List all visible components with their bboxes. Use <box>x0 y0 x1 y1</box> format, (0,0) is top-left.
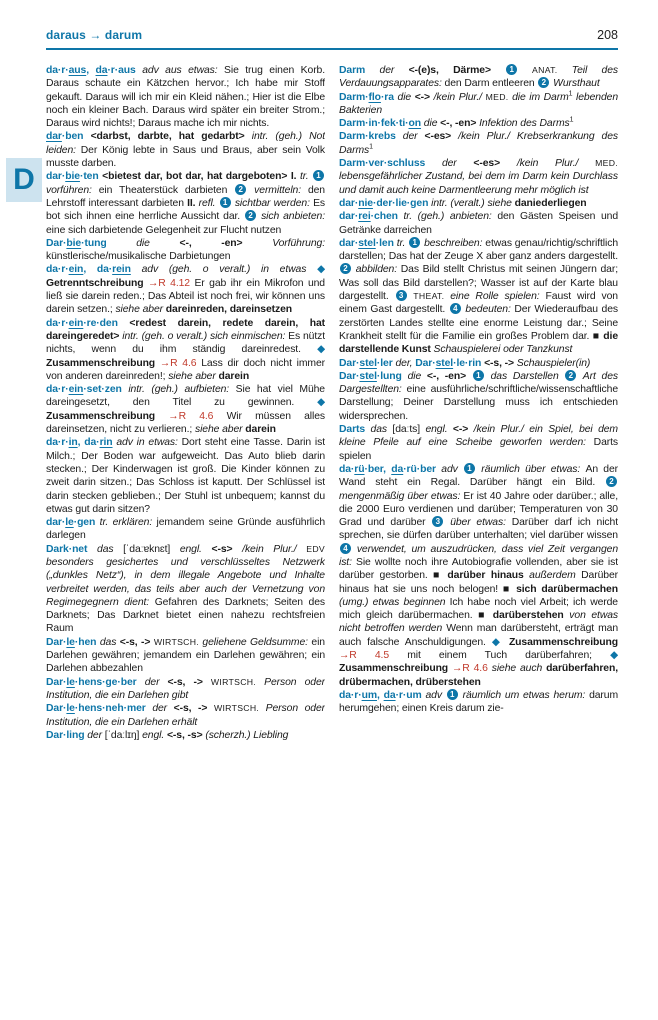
idiom-marker-icon: ■ <box>433 570 448 582</box>
dictionary-entry <box>339 117 618 130</box>
example-text: den Lehrstoff interessant darbieten <box>46 184 325 209</box>
example-text: Der König lebte in Saus und Braus, aber sein Volk musste darben. <box>46 144 325 170</box>
sense-number: 2 <box>245 210 256 221</box>
example-text: Wenn man darübersteht, erträgt man auch falsche Anschuldigungen. <box>339 623 618 648</box>
diamond-icon: ◆ <box>317 264 325 276</box>
italic-text: siehe auch <box>491 663 547 675</box>
headword-stressed: le <box>66 636 75 648</box>
headword: ·le·rin <box>453 357 482 369</box>
page-header <box>46 28 618 50</box>
italic-text: tr. <box>296 171 313 183</box>
headword: Dark·net <box>46 543 88 555</box>
headword: ·r·aus <box>107 65 136 76</box>
superscript-index: 1 <box>568 90 573 98</box>
italic-text: sich anbieten: <box>257 211 325 223</box>
bold-text: <darbst, darbte, hat gedarbt> <box>83 131 252 143</box>
bold-text: dareinreden, dareinsetzen <box>165 304 293 316</box>
subject-label: MED. <box>595 158 618 169</box>
dictionary-entry <box>339 210 618 237</box>
dictionary-entry <box>339 157 618 197</box>
bold-text: <-, -en> <box>179 237 273 249</box>
bold-text: <redest darein, redete darein, hat dareingeredet> <box>46 317 325 342</box>
dictionary-entry <box>46 676 325 703</box>
italic-text: intr. (veralt.) siehe <box>428 197 515 209</box>
sense-number: 1 <box>473 370 484 381</box>
italic-text: intr. (geh. o veralt.) sich einmischen: <box>122 330 289 342</box>
subject-label: WIRTSCH. <box>153 636 203 647</box>
headword-stressed: in <box>68 437 78 449</box>
italic-text: Wursthaut <box>550 78 600 90</box>
subject-label: WIRTSCH. <box>210 676 265 687</box>
headword: Dar· <box>46 636 67 648</box>
bold-text: <-> <box>452 424 474 436</box>
example-text: den Darm entleeren <box>444 78 538 90</box>
rule-reference: →R 4.12 <box>147 277 195 289</box>
sense-number: 2 <box>606 476 617 487</box>
headword: ·ra <box>380 91 394 103</box>
headword: ·ler <box>376 357 393 369</box>
diamond-icon: ◆ <box>491 636 509 648</box>
italic-text: der <box>136 676 168 688</box>
headword: ·r·um <box>395 689 422 701</box>
example-text: Darüber darf ich nicht sprechen, sie dürfen darüber unterhalten; viel darüber wissen <box>339 517 618 542</box>
headword: Dar· <box>46 676 67 688</box>
headword-stressed: dar <box>46 131 62 143</box>
page-number: 208 <box>597 28 618 42</box>
bold-text: <-es> <box>473 158 517 170</box>
italic-text: geliehene Geldsumme: <box>202 636 312 648</box>
example-text: Wir müssen alles dareinsetzen, nicht zu verlieren.; <box>46 410 325 436</box>
dictionary-entry <box>46 263 325 316</box>
headword: Dar· <box>339 357 360 369</box>
headword: Dar·ling <box>46 729 85 741</box>
italic-text: siehe aber <box>168 370 219 382</box>
dictionary-entry <box>46 237 325 264</box>
bold-text: Getrenntschreibung <box>46 277 148 289</box>
italic-text: tr. <box>393 237 409 249</box>
bold-text: <-, -en> <box>426 370 472 382</box>
italic-text: Teil des Verdauungsapparates: <box>339 65 618 90</box>
headword: da·r· <box>46 264 69 276</box>
italic-text: lebensgefährlicher Zustand, bei dem im Darm kein Durchlass und damit auch keine Darmentleerung mehr möglich ist <box>339 171 618 196</box>
headword-stressed: rei <box>358 211 371 223</box>
italic-text: vorführen: <box>46 184 99 196</box>
italic-text: räumlich um etwas herum: <box>458 689 590 701</box>
rule-reference: →R 4.6 <box>452 663 492 675</box>
headword-stressed: rin <box>99 437 113 449</box>
italic-text: räumlich über etwas: <box>476 463 586 475</box>
italic-text: der, <box>392 357 416 369</box>
bold-text: Zusammenschreibung <box>46 410 169 422</box>
dictionary-entry <box>46 436 325 516</box>
italic-text: die <box>393 91 415 103</box>
column-right <box>339 64 618 1016</box>
example-text: [daːts] <box>392 424 426 436</box>
italic-text: der <box>365 65 409 76</box>
bold-text: <bietest dar, bot dar, hat dargeboten> <box>98 171 291 183</box>
idiom-marker-icon: ■ <box>478 610 493 622</box>
headword: Darm·ver·schluss <box>339 158 426 170</box>
column-left <box>46 64 325 1016</box>
bold-text: <-> <box>414 91 434 103</box>
example-text: Gefahren des Darknets; Seiten des Darknets; Das Darknet bietet einen nahezu rechtsfreien Raum <box>46 596 325 635</box>
headword-stressed: ein <box>68 384 84 396</box>
italic-text: adv in etwas: <box>112 437 182 449</box>
bold-text: darüber hinaus <box>447 570 530 582</box>
sense-number: 1 <box>506 64 517 75</box>
dictionary-entry <box>46 317 325 383</box>
italic-text: /kein Plur./ Krebserkrankung des Darms <box>339 131 618 156</box>
example-text: Sie wollte noch ihre Autobiografie vollenden, aber sie ist darüber gestorben. <box>339 556 618 582</box>
example-text: Sie hat viel Mühe dareingesetzt, den Titel zu gewinnen. <box>46 384 325 409</box>
italic-text: außerdem <box>529 570 582 582</box>
example-text: Sie trug einen Korb. Daraus schaute ein Kätzchen hervor.; Ich habe mir Stoff gekauft. Daraus will ich mir ein Kleid nähen.; Hier ist die Elbe noch ein kleiner Bach. Daraus wird später ein breiter Strom.; Daraus wird nichts!; Daraus mache ich mir nichts. <box>46 65 325 130</box>
headword: da·r· <box>46 65 69 76</box>
italic-text: siehe aber <box>115 304 166 316</box>
bold-text: darein <box>245 424 276 436</box>
sense-number: 4 <box>450 303 461 314</box>
headword-stressed: bie <box>65 171 80 183</box>
headword: Darm· <box>339 91 369 103</box>
italic-text: /kein Plur./ ein Spiel, bei dem kleine Pfeile auf eine Scheibe geworfen werden: <box>339 424 618 449</box>
italic-text: der <box>145 703 174 715</box>
headword: ·rü·ber <box>403 463 436 475</box>
headword: dar· <box>46 517 66 529</box>
headword-stressed: on <box>408 118 422 130</box>
headword-stressed: le <box>65 517 74 529</box>
bold-text: die darstellende Kunst <box>339 330 618 356</box>
headword: dar· <box>339 237 359 249</box>
sense-number: 4 <box>340 543 351 554</box>
headword: Darm·in·fek·ti· <box>339 118 409 130</box>
headword: Dar· <box>339 370 360 382</box>
italic-text: Schauspielerei oder Tanzkunst <box>433 344 573 356</box>
sense-number: 2 <box>538 77 549 88</box>
example-text: den Gästen Speisen und Getränke darreichen <box>339 211 618 236</box>
dictionary-entry <box>339 130 618 157</box>
headword-stressed: da <box>95 65 108 76</box>
example-text: darum herumgehen; einen Kreis darum zie- <box>339 689 618 715</box>
italic-text: (umg.) etwas beginnen <box>339 596 450 608</box>
bold-text: <-s, -> <box>167 676 211 688</box>
dictionary-entry <box>46 543 325 636</box>
headword-stressed: da <box>391 463 404 475</box>
italic-text: tr. erklären: <box>95 517 157 529</box>
example-text: Er gab ihr ein Mikrofon und ließ sie darein reden.; Das Abteil ist noch frei, wir können uns darein setzen.; <box>46 277 325 316</box>
example-text: An der Wand steht ein Regal. Darüber hängt ein Bild. <box>339 463 618 489</box>
headword: da·r· <box>46 317 69 329</box>
example-text: ein Theaterstück darbieten <box>98 184 235 196</box>
headword: , da· <box>77 437 100 449</box>
headword: ·re·den <box>83 317 118 329</box>
headword-stressed: stel <box>359 370 377 382</box>
sense-number: 1 <box>313 170 324 181</box>
headword: Dar· <box>46 703 67 715</box>
italic-text: lebenden Bakterien <box>339 91 618 116</box>
italic-text: /kein Plur./ <box>242 543 307 555</box>
headword: ·chen <box>370 211 398 223</box>
dictionary-entry <box>339 689 618 716</box>
bold-text: <-s, -> <box>119 636 154 648</box>
headword: ·lung <box>376 370 402 382</box>
rule-reference: →R 4.6 <box>168 410 227 422</box>
subject-label: ANAT. <box>518 65 572 75</box>
superscript-index: 1 <box>569 116 574 124</box>
example-text: künstlerische/musikalische Darbietungen <box>46 251 231 263</box>
example-text: Es bot sich ihnen eine herrliche Aussicht dar. <box>46 197 325 223</box>
italic-text: adv aus etwas: <box>135 65 225 76</box>
example-text: mit einem Tuch darüberfahren; <box>407 650 611 662</box>
bold-text: Zusammenschreibung <box>46 357 160 369</box>
headword: da·r· <box>46 437 69 449</box>
dictionary-entry <box>339 237 618 357</box>
dictionary-entry <box>46 636 325 676</box>
italic-text: refl. <box>195 197 219 209</box>
bold-text: daniederliegen <box>514 197 587 209</box>
bold-text: Zusammenschreibung <box>339 663 452 675</box>
italic-text: intr. (geh.) Not leiden: <box>46 131 325 156</box>
dictionary-entry <box>46 170 325 236</box>
italic-text: Schauspieler(in) <box>516 357 591 369</box>
italic-text: verwendet, um auszudrücken, dass viel Zeit vergangen ist: <box>339 543 618 568</box>
headword-stressed: rü <box>354 463 365 475</box>
subject-label: WIRTSCH. <box>213 703 266 714</box>
bold-text: I. <box>290 171 297 183</box>
subject-label: THEAT. <box>407 291 451 302</box>
example-text: etwas genau/richtig/schriftlich darstellen; Das hat der Zeuge X aber ganz anders dargestellt. <box>339 237 618 263</box>
italic-text: der <box>425 158 474 170</box>
headword: , da· <box>83 264 113 276</box>
dictionary-entry <box>339 370 618 423</box>
italic-text: Art des Dargestellten: <box>339 370 618 396</box>
headword: ·tung <box>81 237 107 249</box>
idiom-marker-icon: ■ <box>502 583 517 595</box>
diamond-icon: ◆ <box>317 397 325 409</box>
italic-text: /kein Plur./ <box>433 91 486 103</box>
bold-text: darüberfahren, drübermachen, drüberstehen <box>339 663 618 688</box>
headword-stressed: le <box>66 703 75 715</box>
headword: ·hen <box>74 636 97 648</box>
example-text: [ˈdaːɐknɛt] <box>123 543 180 555</box>
headword-stressed: stel <box>358 237 376 249</box>
headword: da·r· <box>339 689 362 701</box>
example-text: Ich habe noch viel Arbeit; ich werde mich gleich darübermachen. <box>339 596 618 622</box>
dictionary-entry <box>46 516 325 543</box>
headword-stressed: da <box>383 689 396 701</box>
italic-text: adv (geh. o veralt.) in etwas <box>130 264 318 276</box>
bold-text: II. <box>187 197 196 209</box>
bold-text: <-(e)s, Därme> <box>408 65 506 76</box>
headword-stressed: flo <box>368 91 381 103</box>
italic-text: abbilden: <box>352 264 401 276</box>
italic-text: intr. (geh.) aufbieten: <box>121 384 236 396</box>
rule-reference: →R 4.6 <box>159 357 202 369</box>
headword: ·hens·neh·mer <box>74 703 146 715</box>
italic-text: engl. <box>142 729 167 741</box>
example-text: Dort steht eine Tasse. Darin ist Milch.; Der Boden war aufgeweicht. Das Auto blieb darin stecken.; Der Kinderwagen ist groß. Die Kinder können zu zweit darin sitzen.; Das Schloss ist kaputt. Der Schlüssel ist darin stecken geblieben.; Der Stuhl ist unbequem; kannst du etwas gut darin sitzen? <box>46 437 325 515</box>
italic-text: von etwas nicht betroffen werden <box>339 610 618 635</box>
sense-number: 3 <box>396 290 407 301</box>
headword: dar· <box>339 211 359 223</box>
headword: da· <box>339 463 355 475</box>
example-text: Er ist 40 Jahre oder darüber.; alle, die 2000 Euro verdienen und darüber; Temperaturen von 30 Grad und darüber <box>339 490 618 529</box>
example-text: Faust wird von einem Gast dargestellt. <box>339 291 618 316</box>
headword-stressed: stel <box>359 357 377 369</box>
superscript-index: 1 <box>369 143 373 151</box>
italic-text: das <box>87 543 124 555</box>
dictionary-entry <box>339 463 618 689</box>
dictionary-entry <box>339 423 618 463</box>
headword-stressed: le <box>66 676 75 688</box>
italic-text: das <box>365 424 393 436</box>
italic-text: Infektion des Darms <box>479 118 570 130</box>
italic-text: die im Darm <box>512 91 569 103</box>
bold-text: <-s, -> <box>481 357 517 369</box>
sense-number: 3 <box>432 516 443 527</box>
example-text: Es nützt nichts, wenn du ihm ständig dareinredest. <box>46 330 325 356</box>
example-text: Darüber hinaus hat sie uns noch belogen! <box>339 570 618 595</box>
headword: , <box>86 65 96 76</box>
italic-text: engl. <box>179 543 212 555</box>
sense-number: 2 <box>565 370 576 381</box>
italic-text: das <box>96 636 120 648</box>
headword: Darts <box>339 424 366 436</box>
dictionary-entry <box>339 91 618 118</box>
headword-stressed: bie <box>66 237 82 249</box>
example-text: Der Wiederaufbau des zerstörten Landes stellte eine enorme Leistung dar.; Seine Krankheit stellt für die Familie ein großes Problem dar. <box>339 304 618 342</box>
headword: Darm·krebs <box>339 131 396 143</box>
headword: ·ber, <box>364 463 392 475</box>
headword-stressed: stel <box>435 357 454 369</box>
italic-text: siehe aber <box>194 424 246 436</box>
italic-text: Vorführung: <box>272 237 325 249</box>
headword-stressed: ein <box>68 317 84 329</box>
bold-text: darüberstehen <box>492 610 570 622</box>
italic-text: besonders gesichertes und verschlüsseltes Netzwerk („dunkles Netz“), in dem illegale Angebote und Inhalte verbreitet werden, das teils aber auch der Vernetzung von Regimegegnern dient: <box>46 556 325 608</box>
example-text: Lass dir doch nicht immer von anderen dareinreden!; <box>46 357 325 382</box>
sense-number: 1 <box>447 689 458 700</box>
headword: ·set·zen <box>83 384 122 396</box>
dictionary-entry <box>339 197 618 210</box>
italic-text: adv <box>435 463 464 475</box>
headword: dar· <box>339 197 359 209</box>
headword: , <box>376 689 384 701</box>
italic-text: Person oder Institution, die ein Darlehen erhält <box>46 703 325 728</box>
headword: da·r· <box>46 384 69 396</box>
dictionary-entry <box>339 357 618 370</box>
headword: ·gen <box>73 517 96 529</box>
dictionary-entry <box>339 64 618 91</box>
diamond-icon: ◆ <box>610 650 618 662</box>
idiom-marker-icon: ■ <box>592 330 604 342</box>
sense-number: 2 <box>340 263 351 274</box>
example-text: Das Bild stellt Christus mit seinen Jüngern dar; Was soll das Bild darstellen?; Wasser ist auf der Karte blau dargestellt. <box>339 264 618 303</box>
example-text: eine ausführliche/schriftliche/wissenschaftliche Darstellung; Deiner Darstellung muss ich entschieden widersprechen. <box>339 384 618 422</box>
headword: Darm <box>339 65 366 76</box>
bold-text: <-es> <box>424 131 459 143</box>
diamond-icon: ◆ <box>317 344 325 356</box>
dictionary-entry <box>46 64 325 130</box>
headword-stressed: ein <box>68 264 84 276</box>
sense-number: 2 <box>235 184 246 195</box>
example-text: [ˈdaːlɪŋ] <box>104 729 143 741</box>
sense-number: 1 <box>464 463 475 474</box>
headword-stressed: aus <box>68 65 87 76</box>
subject-label: MED. <box>485 91 513 102</box>
headword: ·len <box>375 237 394 249</box>
example-text: eine sich darbietende Gelegenheit zur Flucht nutzen <box>46 224 282 236</box>
italic-text: (scherzh.) Liebling <box>205 729 289 741</box>
sense-number: 1 <box>220 197 231 208</box>
italic-text: die <box>106 237 180 249</box>
dictionary-entry <box>46 130 325 170</box>
bold-text: <-, -en> <box>440 118 480 130</box>
italic-text: die <box>421 118 441 130</box>
bold-text: <-s, -> <box>173 703 214 715</box>
bold-text: Zusammenschreibung <box>508 636 618 648</box>
subject-label: EDV <box>306 543 325 554</box>
italic-text: das Darstellen <box>484 370 565 382</box>
headword-stressed: rein <box>112 264 131 276</box>
rule-reference: →R 4.5 <box>339 650 408 662</box>
italic-text: die <box>401 370 427 382</box>
headword-stressed: um <box>361 689 377 701</box>
italic-text: vermitteln: <box>247 184 308 196</box>
italic-text: bedeuten: <box>461 304 515 316</box>
italic-text: tr. (geh.) anbieten: <box>397 211 498 223</box>
italic-text: mengenmäßig über etwas: <box>339 490 464 502</box>
headword: ·hens·ge·ber <box>74 676 137 688</box>
headword-stressed: nie <box>358 197 373 209</box>
italic-text: adv <box>421 689 446 701</box>
bold-text: <-s> <box>211 543 243 555</box>
headword: ·der·lie·gen <box>372 197 429 209</box>
dictionary-entry <box>46 729 325 742</box>
example-text: jemandem seine Gründe ausführlich darlegen <box>46 517 325 542</box>
sense-number: 1 <box>409 237 420 248</box>
example-text: Darts spielen <box>339 437 618 462</box>
header-word-range: daraus → darum <box>46 28 143 42</box>
letter-tab: D <box>6 158 42 202</box>
headword: ·ben <box>61 131 84 143</box>
headword: ·ten <box>79 171 99 183</box>
bold-text: darein <box>218 370 250 382</box>
dictionary-columns <box>46 64 618 1016</box>
dictionary-entry <box>46 383 325 436</box>
headword: dar· <box>46 171 66 183</box>
italic-text: der <box>395 131 425 143</box>
italic-text: /kein Plur./ <box>516 158 596 170</box>
bold-text: <-s, -s> <box>166 729 206 741</box>
italic-text: der <box>84 729 105 741</box>
dictionary-entry <box>46 702 325 729</box>
italic-text: über etwas: <box>444 517 512 529</box>
italic-text: Person oder Institution, die ein Darlehen gibt <box>46 676 325 701</box>
example-text: ein Darlehen gewähren; jemandem ein Darlehen gewähren; ein Darlehen abbezahlen <box>46 636 325 675</box>
italic-text: beschreiben: <box>421 237 486 249</box>
bold-text: sich darübermachen <box>516 583 618 595</box>
italic-text: sichtbar werden: <box>231 197 314 209</box>
italic-text: eine Rolle spielen: <box>450 291 546 303</box>
headword: Dar· <box>415 357 436 369</box>
italic-text: engl. <box>425 424 453 436</box>
headword: Dar· <box>46 237 67 249</box>
